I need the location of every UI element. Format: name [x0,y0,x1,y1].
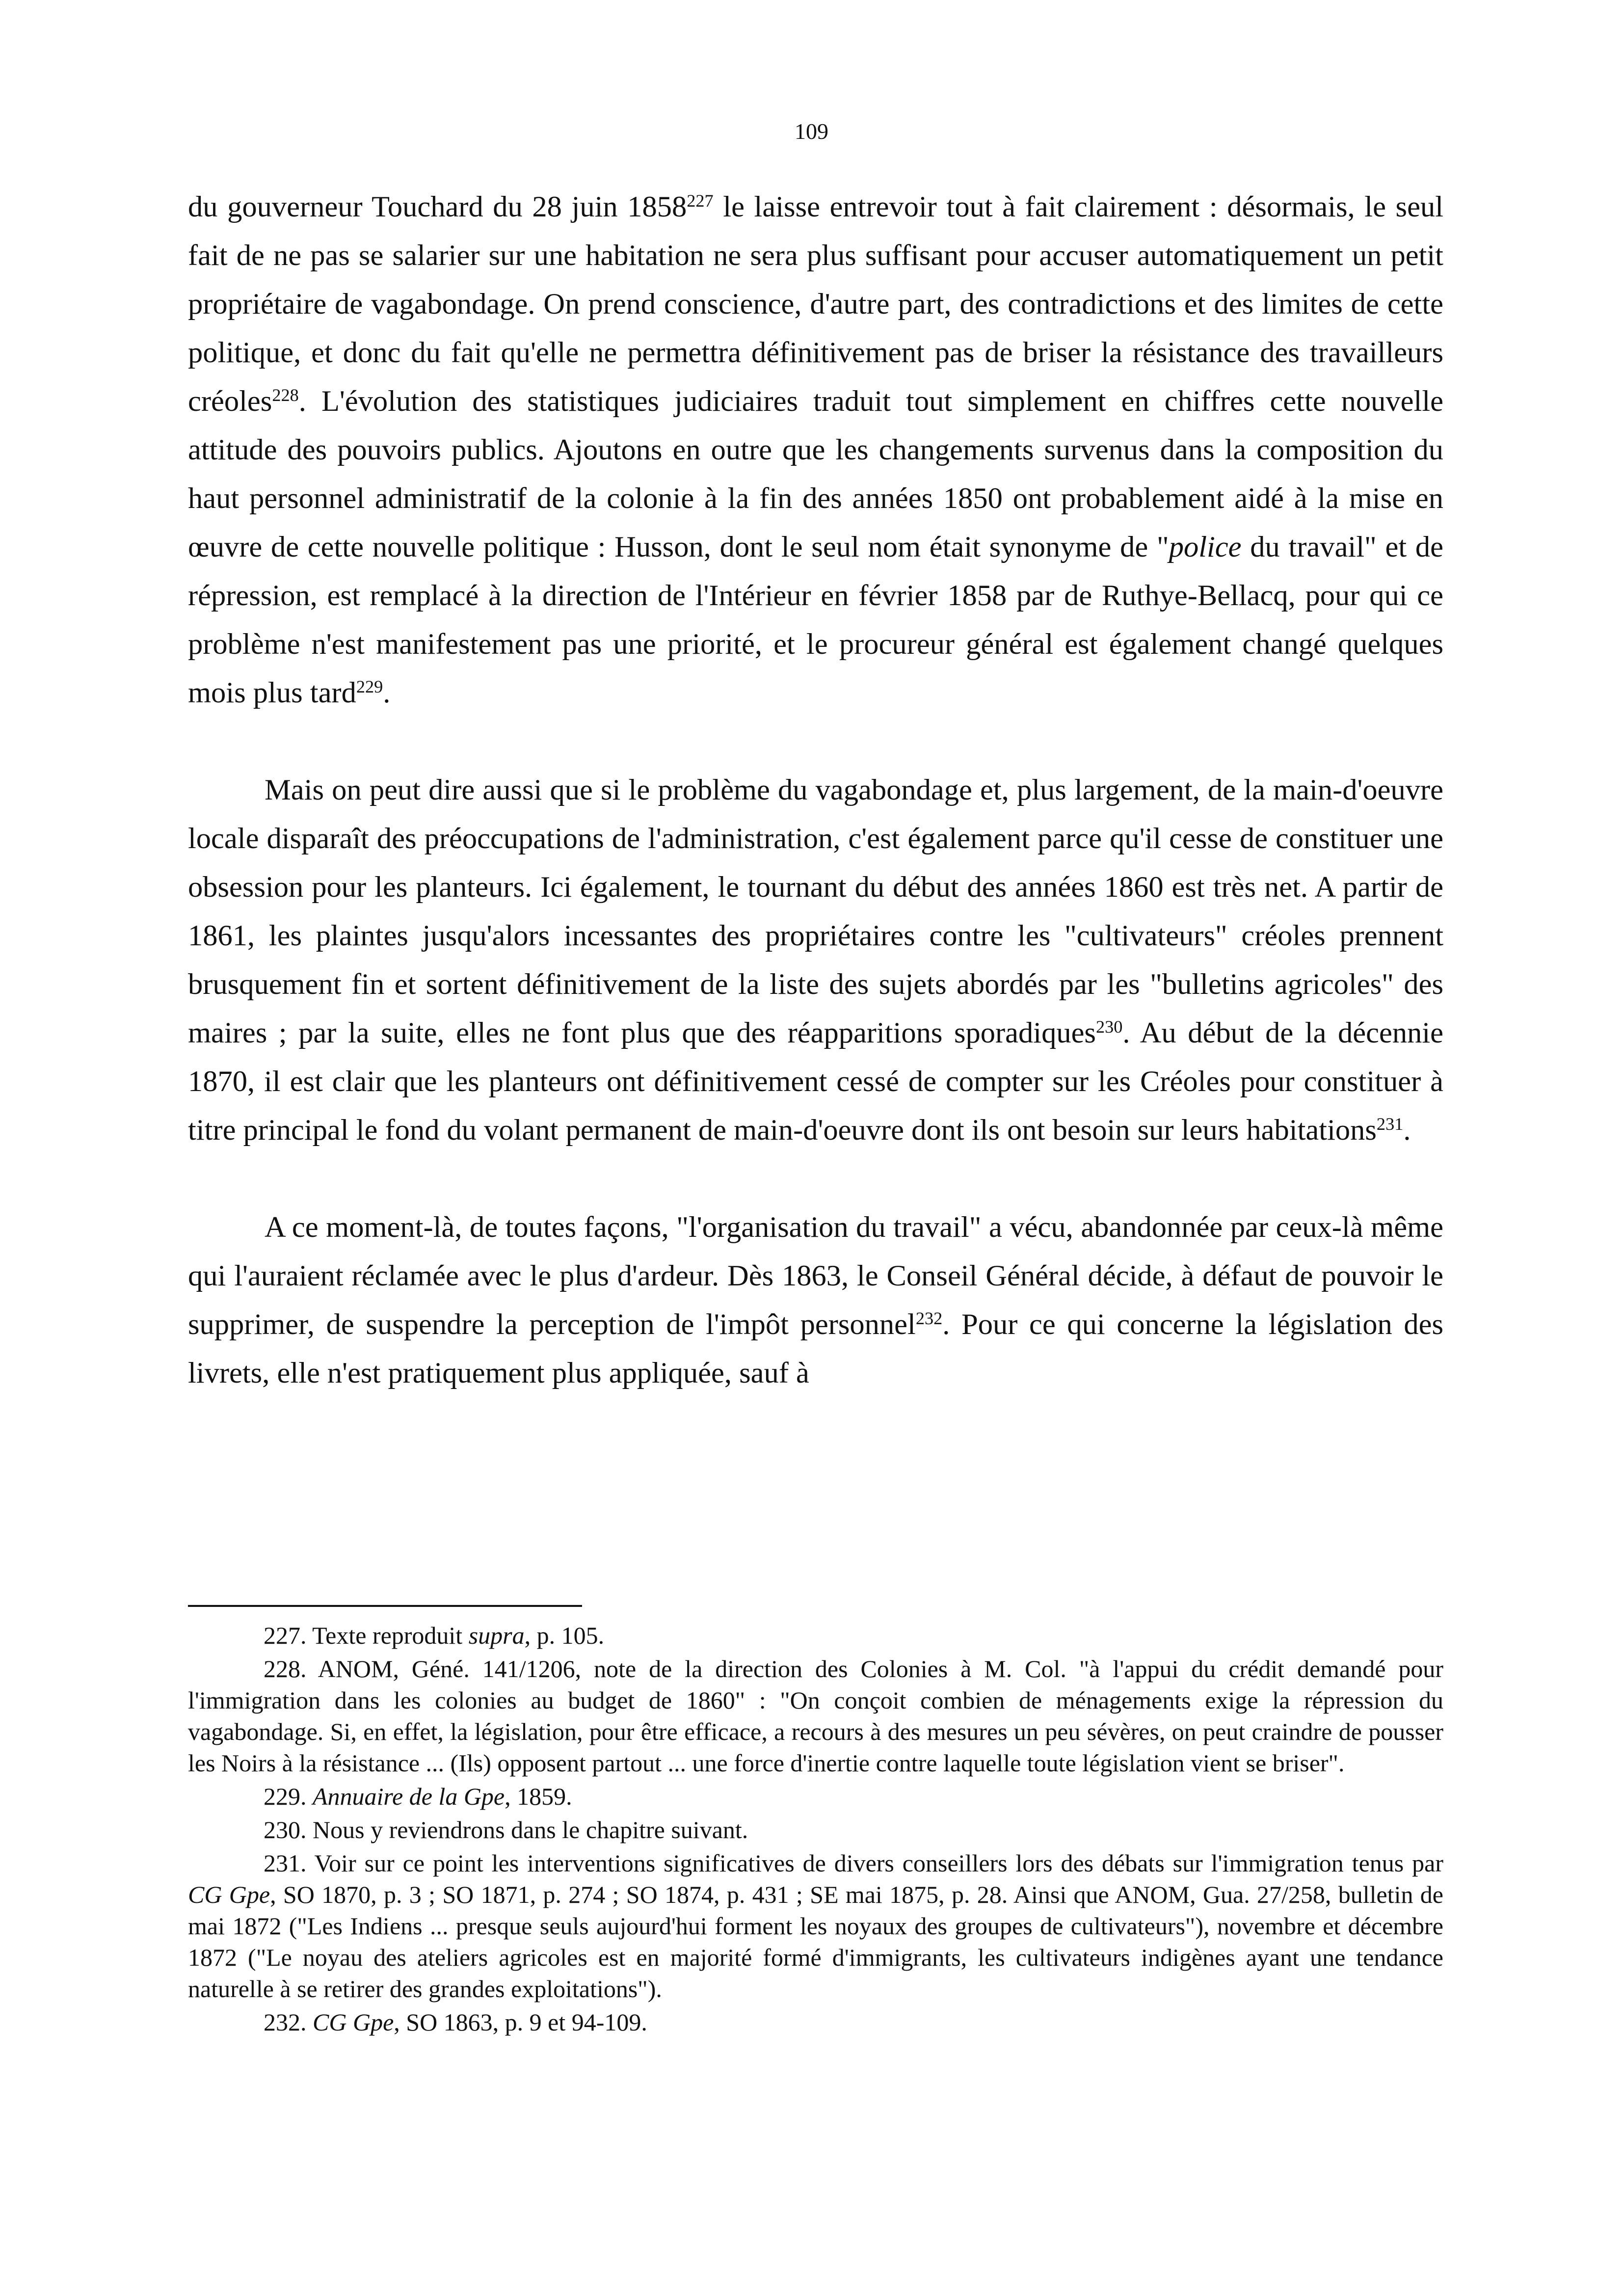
text-run: . Au début de la décennie 1870, il est clair que les planteurs ont définitivement cessé de compter sur les Créoles pour constituer à titre principal le fond du volant permanent de main-d'oeuvre dont ils ont besoin sur leurs habitations [188,1016,1443,1147]
footnote-separator [188,1605,582,1607]
text-run: . [1403,1114,1411,1147]
footnote-ref-232: 232 [915,1308,943,1329]
text-run: A ce moment-là, de toutes façons, "l'organisation du travail" a vécu, abandonnée par ceux-là même qui l'auraient réclamée avec le plus d'ardeur. Dès 1863, le Conseil Général décide, à défaut de pouvoir le supprimer, de suspendre la perception de l'impôt personnel [188,1211,1443,1341]
italic-term: CG Gpe [188,1881,270,1908]
text-run: 228. ANOM, Géné. 141/1206, note de la direction des Colonies à M. Col. "à l'appui du crédit demandé pour l'immigration dans les colonies au budget de 1860" : "On conçoit combien de ménagements exige la répression du vagabondage. Si, en effet, la législation, pour être efficace, a recours à des mesures un peu sévères, on peut craindre de pousser les Noirs à la résistance ... (Ils) opposent partout ... une force d'inertie contre laquelle toute législation vient se briser". [188,1655,1443,1777]
text-run: 231. Voir sur ce point les interventions significatives de divers conseillers lors des débats sur l'immigration tenus par [264,1849,1443,1877]
footnote-ref-227: 227 [687,191,714,211]
italic-term: CG Gpe [313,2008,394,2036]
text-run: , SO 1870, p. 3 ; SO 1871, p. 274 ; SO 1874, p. 431 ; SE mai 1875, p. 28. Ainsi que ANOM, Gua. 27/258, bulletin de mai 1872 ("Les Indiens ... presque seuls aujourd'hui forment les noyaux des groupes de cultivateurs"), novembre et décembre 1872 ("Le noyau des ateliers agricoles est en majorité formé d'immigrants, les cultivateurs indigènes ayant une tendance naturelle à se retirer des grandes exploitations"). [188,1881,1444,2002]
footnote-ref-228: 228 [272,385,299,405]
text-run: du gouverneur Touchard du 28 juin 1858 [188,190,687,223]
text-run: le laisse entrevoir tout à fait clairement : désormais, le seul fait de ne pas se salarier sur une habitation ne sera plus suffisant pour accuser automatiquement un petit propriétaire de vagabondage. On prend conscience, d'autre part, des contradictions et des limites de cette politique, et donc du fait qu'elle ne permettra définitivement pas de briser la résistance des travailleurs créoles [188,190,1444,418]
footnote-230 [188,1814,1443,1845]
italic-term: supra [468,1622,525,1649]
italic-term: police [1169,531,1242,563]
text-run: du travail" et de répression, est remplacé à la direction de l'Intérieur en février 1858 par de Ruthye-Bellacq, pour qui ce problème n'est manifestement pas une priorité, et le procureur général est également changé quelques mois plus tard [188,531,1443,709]
text-run: . Pour ce qui concerne la législation des livrets, elle n'est pratiquement plus appliquée, sauf à [188,1308,1443,1389]
footnote-229 [188,1781,1443,1812]
footnote-ref-229: 229 [356,677,383,697]
text-run: 230. Nous y reviendrons dans le chapitre suivant. [264,1816,748,1843]
text-run: Mais on peut dire aussi que si le problème du vagabondage et, plus largement, de la main-d'oeuvre locale disparaît des préoccupations de l'administration, c'est également parce qu'il cesse de constituer une obsession pour les planteurs. Ici également, le tournant du début des années 1860 est très net. A partir de 1861, les plaintes jusqu'alors incessantes des propriétaires contre les "cultivateurs" créoles prennent brusquement fin et sortent définitivement de la liste des sujets abordés par les "bulletins agricoles" des maires ; par la suite, elles ne font plus que des réapparitions sporadiques [188,774,1443,1049]
italic-term: Annuaire de la Gpe [313,1783,505,1810]
footnote-231 [188,1847,1443,2004]
footnote-232 [188,2006,1443,2038]
text-run: , SO 1863, p. 9 et 94-109. [394,2008,647,2036]
text-run: , 1859. [505,1783,572,1810]
text-run: 229. [264,1783,313,1810]
text-run: 232. [264,2008,313,2036]
paragraph-1 [188,183,1443,717]
text-run: . L'évolution des statistiques judiciaires traduit tout simplement en chiffres cette nouvelle attitude des pouvoirs publics. Ajoutons en outre que les changements survenus dans la composition du haut personnel administratif de la colonie à la fin des années 1850 ont probablement aidé à la mise en œuvre de cette nouvelle politique : Husson, dont le seul nom était synonyme de " [188,385,1443,563]
page-number: 109 [795,119,828,144]
footnote-228 [188,1653,1443,1779]
footnote-ref-230: 230 [1095,1017,1123,1037]
paragraph-2 [188,766,1443,1154]
footnotes [188,1620,1443,2040]
footnote-227 [188,1620,1443,1651]
text-run: . [383,676,391,709]
main-text [188,183,1443,1397]
text-run: , p. 105. [524,1622,605,1649]
text-run: 227. Texte reproduit [264,1622,469,1649]
paragraph-3 [188,1203,1443,1397]
footnote-ref-231: 231 [1376,1114,1404,1134]
